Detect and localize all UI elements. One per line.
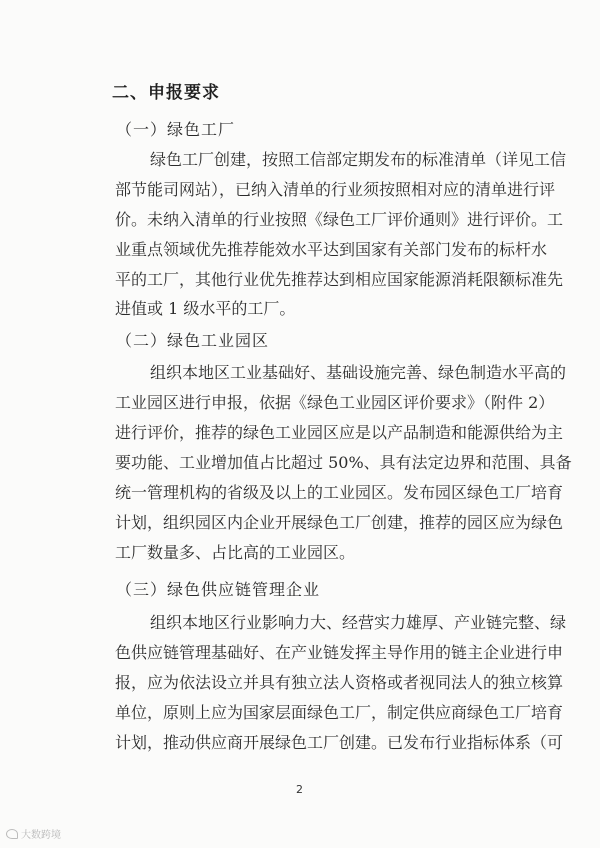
- page-number: 2: [296, 783, 303, 796]
- paragraph-line: 计划，推动供应商开展绿色工厂创建。已发布行业指标体系（可: [115, 733, 564, 752]
- watermark: [6, 826, 61, 841]
- paragraph-line: 单位，原则上应为国家层面绿色工厂，制定供应商绿色工厂培育: [115, 703, 564, 722]
- paragraph-line: 组织本地区工业基础好、基础设施完善、绿色制造水平高的: [150, 363, 567, 382]
- paragraph-line: 进行评价，推荐的绿色工业园区应是以产品制造和能源供给为主: [115, 423, 564, 442]
- paragraph-line: 平的工厂，其他行业优先推荐达到相应国家能源消耗限额标准先: [115, 270, 564, 289]
- paragraph-line: 价。未纳入清单的行业按照《绿色工厂评价通则》进行评价。工: [115, 210, 564, 229]
- subsection-title-green-industrial-park: （二）绿色工业园区: [116, 331, 270, 350]
- paragraph-line: 工厂数量多、占比高的工业园区。: [115, 543, 356, 562]
- paragraph-line: 进值或 1 级水平的工厂。: [115, 299, 296, 318]
- paragraph-line: 报，应为依法设立并具有独立法人资格或者视同法人的独立核算: [115, 673, 564, 692]
- paragraph-line: 色供应链管理基础好、在产业链发挥主导作用的链主企业进行申: [115, 643, 564, 662]
- paragraph-line: 统一管理机构的省级及以上的工业园区。发布园区绿色工厂培育: [115, 483, 564, 502]
- section-heading: 二、申报要求: [112, 83, 220, 103]
- subsection-title-green-factory: （一）绿色工厂: [116, 120, 236, 139]
- watermark-text: 大数跨境: [21, 830, 61, 841]
- paragraph-line: 部节能司网站），已纳入清单的行业须按照相对应的清单进行评: [115, 180, 556, 199]
- paragraph-line: 业重点领域优先推荐能效水平达到国家有关部门发布的标杆水: [115, 240, 548, 259]
- subsection-title-green-supply-chain: （三）绿色供应链管理企业: [116, 580, 321, 599]
- paragraph-line: 绿色工厂创建，按照工信部定期发布的标准清单（详见工信: [150, 150, 567, 169]
- paragraph-line: 计划，组织园区内企业开展绿色工厂创建，推荐的园区应为绿色: [115, 513, 564, 532]
- paragraph-line: 要功能、工业增加值占比超过 50%、具有法定边界和范围、具备: [115, 453, 572, 472]
- watermark-logo-icon: [6, 829, 18, 839]
- paragraph-line: 工业园区进行申报，依据《绿色工业园区评价要求》（附件 2）: [115, 393, 555, 412]
- paragraph-line: 组织本地区行业影响力大、经营实力雄厚、产业链完整、绿: [150, 613, 567, 632]
